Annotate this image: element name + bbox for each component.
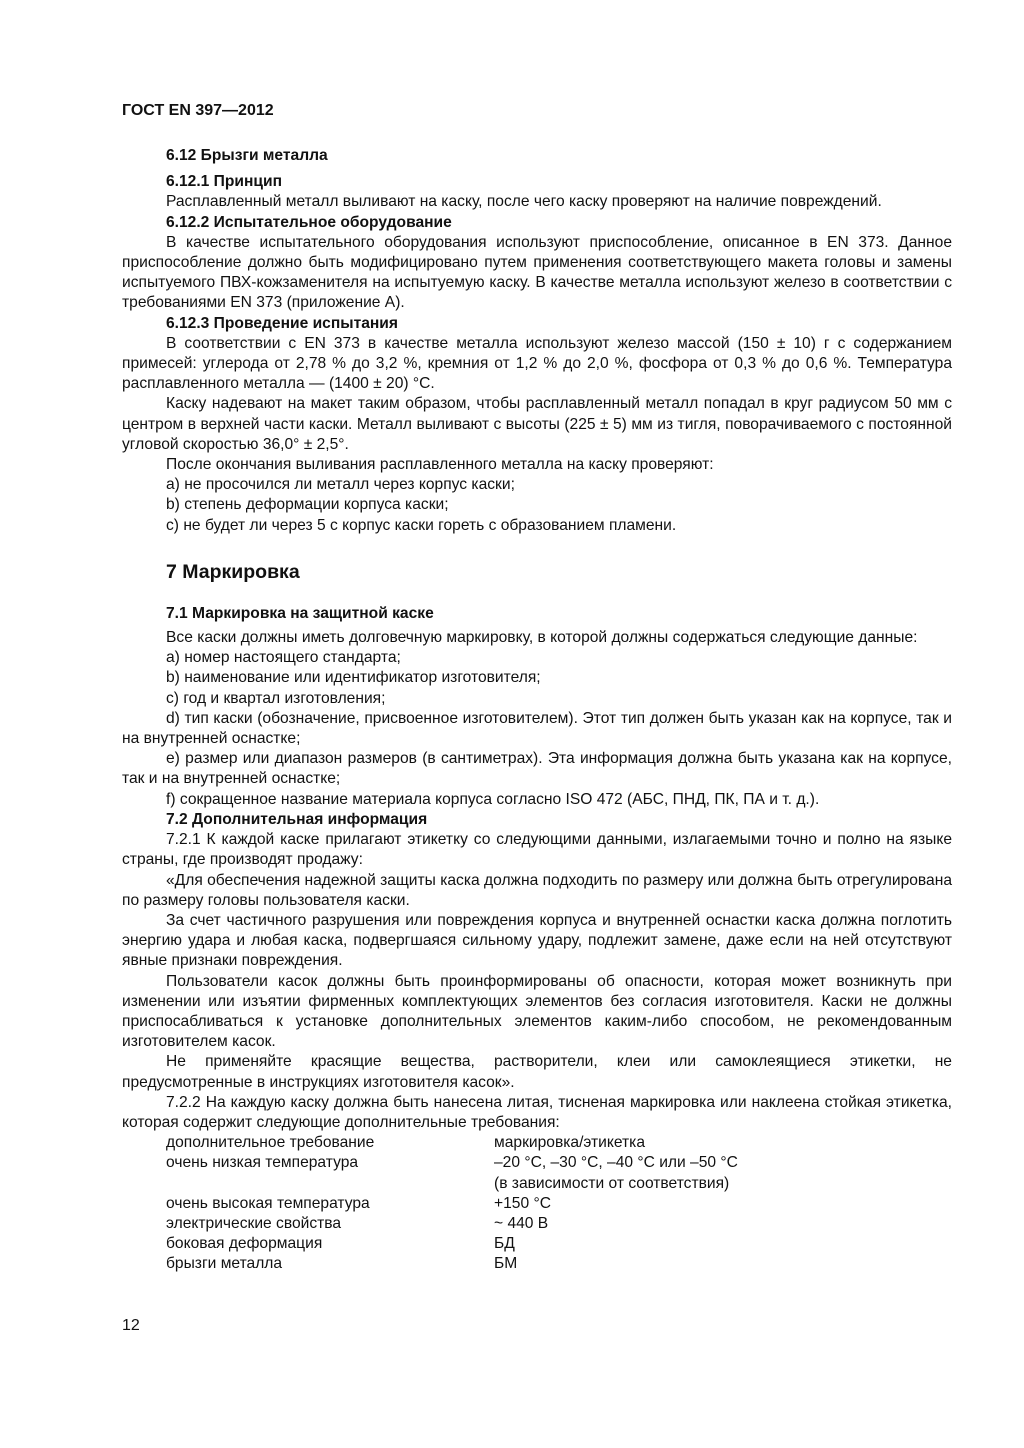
table-row: [166, 1214, 738, 1234]
section-7-2-2-para-1: 7.2.2 На каждую каску должна быть нанесена литая, тисненая маркировка или наклеена стойкая этикетка, которая содержит следующие дополнительные требования:: [122, 1093, 952, 1131]
list-item: c) год и квартал изготовления;: [166, 689, 386, 707]
list-item: а) номер настоящего стандарта;: [166, 649, 401, 667]
table-cell: БД: [494, 1235, 515, 1253]
list-item: c) не будет ли через 5 с корпус каски гореть с образованием пламени.: [166, 516, 677, 534]
section-6-12-3-title: 6.12.3 Проведение испытания: [166, 314, 398, 332]
table-row: [166, 1174, 738, 1194]
section-7-2-1-para-5: Не применяйте красящие вещества, растворители, клеи или самоклеящиеся этикетки, не предусмотренные в инструкциях изготовителя касок».: [122, 1053, 952, 1091]
table-cell: [166, 1174, 494, 1194]
document-header: ГОСТ EN 397—2012: [122, 102, 274, 119]
table-row: [166, 1153, 738, 1173]
page-content: [122, 146, 952, 1275]
table-cell: брызги металла: [166, 1255, 283, 1273]
section-6-12-2-text: В качестве испытательного оборудования используют приспособление, описанное в EN 373. Данное приспособление должно быть модифицировано путем применения соответствующего макета головы и замены испытуемого ПВХ-кожзаменителя на испытуемую каску. В качестве металла используют железо в соответствии с требованиями EN 373 (приложение А).: [122, 233, 952, 312]
section-6-12-1-text: Расплавленный металл выливают на каску, после чего каску проверяют на наличие повреждений.: [166, 193, 882, 211]
table-header-cell: дополнительное требование: [166, 1134, 375, 1152]
section-6-12-1-title: 6.12.1 Принцип: [166, 173, 283, 191]
table-header-cell: маркировка/этикетка: [494, 1134, 645, 1152]
list-item: f) сокращенное название материала корпуса согласно ISO 472 (АБС, ПНД, ПК, ПА и т. д.).: [166, 790, 820, 808]
section-7-2-1-para-1: 7.2.1 К каждой каске прилагают этикетку со следующими данными, излагаемыми точно и полно на языке страны, где производят продажу:: [122, 831, 952, 869]
table-cell: БМ: [494, 1255, 518, 1273]
list-item: e) размер или диапазон размеров (в сантиметрах). Эта информация должна быть указана как на корпусе, так и на внутренней оснастке;: [122, 750, 952, 788]
section-7-1-text: Все каски должны иметь долговечную маркировку, в которой должны содержаться следующие данные:: [166, 629, 918, 647]
table-cell: +150 °C: [494, 1194, 551, 1212]
list-item: а) не просочился ли металл через корпус каски;: [166, 476, 515, 494]
list-item: b) наименование или идентификатор изготовителя;: [166, 669, 541, 687]
table-cell: боковая деформация: [166, 1235, 323, 1253]
section-7-1-title: 7.1 Маркировка на защитной каске: [166, 604, 434, 622]
table-row: [166, 1254, 738, 1274]
section-6-12-3-para-3: После окончания выливания расплавленного металла на каску проверяют:: [166, 456, 714, 474]
section-7-2-1-para-3: За счет частичного разрушения или повреждения корпуса и внутренней оснастки каска должна поглотить энергию удара и любая каска, подвергшаяся сильному удару, подлежит замене, даже если на ней отсутствуют явные признаки повреждения.: [122, 911, 952, 970]
table-cell: –20 °C, –30 °C, –40 °C или –50 °C: [494, 1154, 738, 1172]
page-number: 12: [122, 1317, 140, 1334]
section-6-12-title: 6.12 Брызги металла: [166, 147, 328, 164]
section-7-2-title: 7.2 Дополнительная информация: [166, 810, 428, 828]
table-header-row: [166, 1133, 738, 1153]
table-cell: очень высокая температура: [166, 1194, 370, 1212]
list-item: b) степень деформации корпуса каски;: [166, 496, 449, 514]
table-cell: очень низкая температура: [166, 1154, 359, 1172]
section-7-2-1-para-2: «Для обеспечения надежной защиты каска должна подходить по размеру или должна быть отрегулирована по размеру головы пользователя каски.: [122, 871, 952, 909]
table-cell: электрические свойства: [166, 1214, 342, 1232]
table-row: [166, 1234, 738, 1254]
section-6-12-2-title: 6.12.2 Испытательное оборудование: [166, 213, 452, 231]
list-item: d) тип каски (обозначение, присвоенное изготовителем). Этот тип должен быть указан как на корпусе, так и на внутренней оснастке;: [122, 709, 952, 748]
section-7-title: 7 Маркировка: [166, 560, 300, 583]
table-row: [166, 1194, 738, 1214]
table-cell: ~ 440 В: [494, 1214, 549, 1232]
table-cell: (в зависимости от соответствия): [494, 1174, 730, 1192]
section-6-12-3-para-2: Каску надевают на макет таким образом, чтобы расплавленный металл попадал в круг радиусом 50 мм с центром в верхней части каски. Металл выливают с высоты (225 ± 5) мм из тигля, поворачиваемого с постоянной угловой скоростью 36,0° ± 2,5°.: [122, 395, 952, 453]
section-6-12-3-para-1: В соответствии с EN 373 в качестве металла используют железо массой (150 ± 10) г с содержанием примесей: углерода от 2,78 % до 3,2 %, кремния от 1,2 % до 2,0 %, фосфора от 0,3 % до 0,6 %. Температура расплавленного металла — (1400 ± 20) °C.: [122, 334, 952, 393]
requirements-table: [166, 1133, 738, 1274]
section-7-2-1-para-4: Пользователи касок должны быть проинформированы об опасности, которая может возникнуть при изменении или изъятии фирменных комплектующих элементов без согласия изготовителя. Каски не должны приспосабливаться к установке дополнительных элементов каким-либо способом, не рекомендованным изготовителем касок.: [122, 972, 952, 1051]
